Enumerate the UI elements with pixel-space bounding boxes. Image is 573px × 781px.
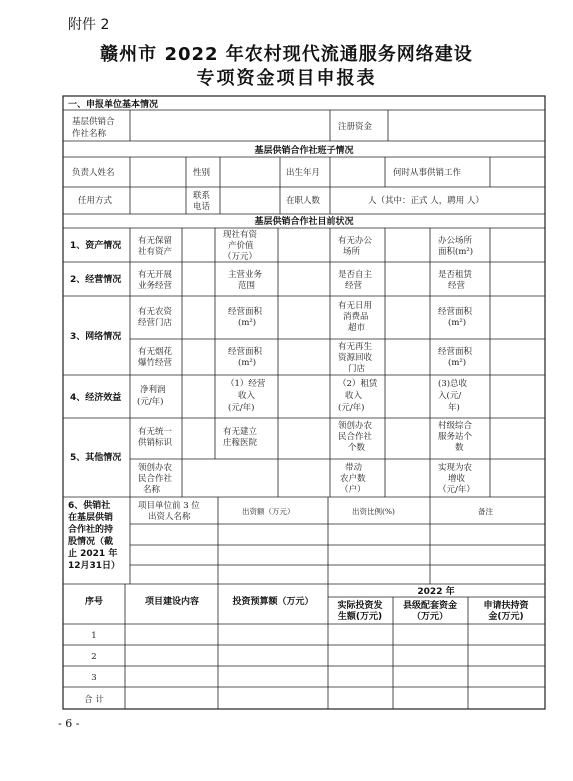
row-number-1: 1 xyxy=(91,631,97,641)
net-c1: 有无日用 xyxy=(338,301,373,311)
phone-label: 联系 xyxy=(193,191,211,201)
econ-c2: 收入 xyxy=(345,391,363,401)
leader-name-label: 负责人姓名 xyxy=(72,168,115,178)
econ-c1: （2）租赁 xyxy=(338,379,378,389)
assets-row-label: 1、资产情况 xyxy=(70,241,122,251)
seq-header: 序号 xyxy=(84,597,104,607)
other-c2: 民合作社 xyxy=(338,432,373,442)
net-b1: 经营面积 xyxy=(228,307,263,317)
remarks-header: 备注 xyxy=(478,507,493,516)
other-f3: （户） xyxy=(340,485,366,495)
other-b1: 有无建立 xyxy=(223,427,258,437)
econ-a2: (元/年) xyxy=(137,397,164,407)
net-f1: 经营面积 xyxy=(228,347,263,357)
other-e3: 名称 xyxy=(143,485,161,495)
economic-row-label: 4、经济效益 xyxy=(70,393,122,403)
net-g2: 资源回收 xyxy=(338,353,373,363)
table-grid xyxy=(63,96,545,709)
assets-b1: 现社有资 xyxy=(223,230,258,240)
project-content-header: 项目建设内容 xyxy=(144,597,200,607)
other-d3: 数 xyxy=(455,443,464,453)
assets-b3: （万元） xyxy=(223,252,258,262)
shareholding-label-3: 合作社的持 xyxy=(68,525,114,535)
other-c3: 个数 xyxy=(348,443,366,453)
econ-b1: （1）经营 xyxy=(226,379,266,389)
work-start-label: 何时从事供销工作 xyxy=(393,168,462,178)
net-a2: 经营门店 xyxy=(138,318,173,328)
econ-d1: (3)总收 xyxy=(438,379,468,389)
other-e2: 民合作社 xyxy=(138,474,173,484)
net-a1: 有无农资 xyxy=(138,307,173,317)
other-d1: 村级综合 xyxy=(438,421,473,431)
assets-c1: 有无办公 xyxy=(338,236,373,246)
investment-ratio-header: 出资比例(%) xyxy=(352,507,395,516)
ops-a2: 业务经营 xyxy=(138,281,173,291)
ops-c1: 是否自主 xyxy=(338,270,373,280)
assets-a2: 社有资产 xyxy=(138,247,173,257)
gender-label: 性别 xyxy=(193,168,211,178)
ops-c2: 经营 xyxy=(345,281,363,291)
registered-capital-label: 注册资金 xyxy=(338,122,373,132)
econ-d2: 入(元/ xyxy=(438,391,462,401)
econ-c3: (元/年) xyxy=(338,403,365,413)
other-a1: 有无统一 xyxy=(138,427,173,437)
page-number: - 6 - xyxy=(58,717,80,730)
network-row-label: 3、网络情况 xyxy=(70,332,122,342)
net-f2: (m²) xyxy=(238,358,257,368)
phone-label-2: 电话 xyxy=(193,202,211,212)
net-g1: 有无再生 xyxy=(338,342,373,352)
shareholding-label-5: 止 2021 年 xyxy=(68,549,118,559)
shareholding-label-1: 6、供销社 xyxy=(68,501,111,511)
apply-funds-header: 申请扶持资 xyxy=(483,601,529,611)
row-number-2: 2 xyxy=(91,652,97,662)
assets-b2: 产价值 xyxy=(228,241,254,251)
other-c1: 领创办农 xyxy=(338,421,373,431)
net-b2: (m²) xyxy=(238,318,257,328)
apply-funds-header-2: 金(万元) xyxy=(488,612,524,622)
operations-row-label: 2、经营情况 xyxy=(70,275,122,285)
assets-c2: 场所 xyxy=(343,247,361,257)
assets-d2: 面积(m²) xyxy=(438,247,474,257)
net-e2: 爆竹经营 xyxy=(138,358,173,368)
other-f2: 农户数 xyxy=(340,474,366,484)
document-title: 赣州市 2022 年农村现代流通服务网络建设 xyxy=(100,44,473,65)
budget-header: 投资预算额（万元） xyxy=(232,597,314,607)
net-h2: (m²) xyxy=(448,358,467,368)
net-e1: 有无烟花 xyxy=(138,347,173,357)
document-subtitle: 专项资金项目申报表 xyxy=(196,68,377,89)
actual-investment-header-2: 生额(万元) xyxy=(337,612,383,622)
other-g3: （元/年） xyxy=(438,485,475,495)
other-e1: 领创办农 xyxy=(138,463,173,473)
net-c3: 超市 xyxy=(348,323,366,333)
section-heading-leadership: 基层供销合作社班子情况 xyxy=(254,146,354,156)
year-header: 2022 年 xyxy=(417,587,455,597)
staff-count-label: 在职人数 xyxy=(286,196,321,206)
shareholding-label-4: 股情况（截 xyxy=(68,537,114,547)
birth-date-label: 出生年月 xyxy=(286,168,321,178)
ops-b1: 主营业务 xyxy=(228,270,263,280)
other-f1: 带动 xyxy=(345,463,363,473)
ops-b2: 范围 xyxy=(238,281,256,291)
ops-d2: 经营 xyxy=(448,281,466,291)
other-a2: 供销标识 xyxy=(138,438,173,448)
staff-detail-label: 人（其中：正式 人，聘用 人） xyxy=(368,196,484,206)
other-b2: 庄稼医院 xyxy=(223,438,258,448)
top-investors-label: 项目单位前 3 位 xyxy=(138,501,200,511)
econ-b3: (元/年) xyxy=(228,403,255,413)
section-heading-basic-info: 一、申报单位基本情况 xyxy=(68,100,159,110)
econ-a1: 净利润 xyxy=(140,385,166,395)
assets-a1: 有无保留 xyxy=(138,236,173,246)
unit-name-label-2: 作社名称 xyxy=(72,129,107,139)
county-funds-header: 县级配套资金 xyxy=(402,601,458,611)
actual-investment-header: 实际投资发 xyxy=(337,601,383,611)
net-h1: 经营面积 xyxy=(438,347,473,357)
row-number-3: 3 xyxy=(91,673,97,683)
top-investors-label-2: 出资人名称 xyxy=(148,512,191,522)
net-g3: 门店 xyxy=(348,364,366,374)
ops-d1: 是否租赁 xyxy=(438,270,473,280)
net-d1: 经营面积 xyxy=(438,307,473,317)
other-g2: 增收 xyxy=(448,474,466,484)
section-heading-status: 基层供销合作社目前状况 xyxy=(254,217,354,227)
total-label: 合 计 xyxy=(84,695,104,705)
econ-b2: 收入 xyxy=(238,391,256,401)
other-d2: 服务站个 xyxy=(438,432,473,442)
county-funds-header-2: （万元） xyxy=(411,612,449,622)
other-row-label: 5、其他情况 xyxy=(70,453,122,463)
shareholding-label-6: 12月31日） xyxy=(68,561,121,571)
econ-d3: 年) xyxy=(448,403,460,413)
ops-a1: 有无开展 xyxy=(138,270,173,280)
annex-label: 附件 2 xyxy=(68,17,110,33)
net-d2: (m²) xyxy=(448,318,467,328)
assets-d1: 办公场所 xyxy=(438,236,473,246)
unit-name-label: 基层供销合 xyxy=(72,117,115,127)
shareholding-label-2: 在基层供销 xyxy=(68,513,114,523)
appointment-method-label: 任用方式 xyxy=(78,196,113,206)
other-g1: 实现为农 xyxy=(438,463,473,473)
net-c2: 消费品 xyxy=(343,312,369,322)
investment-amount-header: 出资额（万元） xyxy=(242,507,295,516)
